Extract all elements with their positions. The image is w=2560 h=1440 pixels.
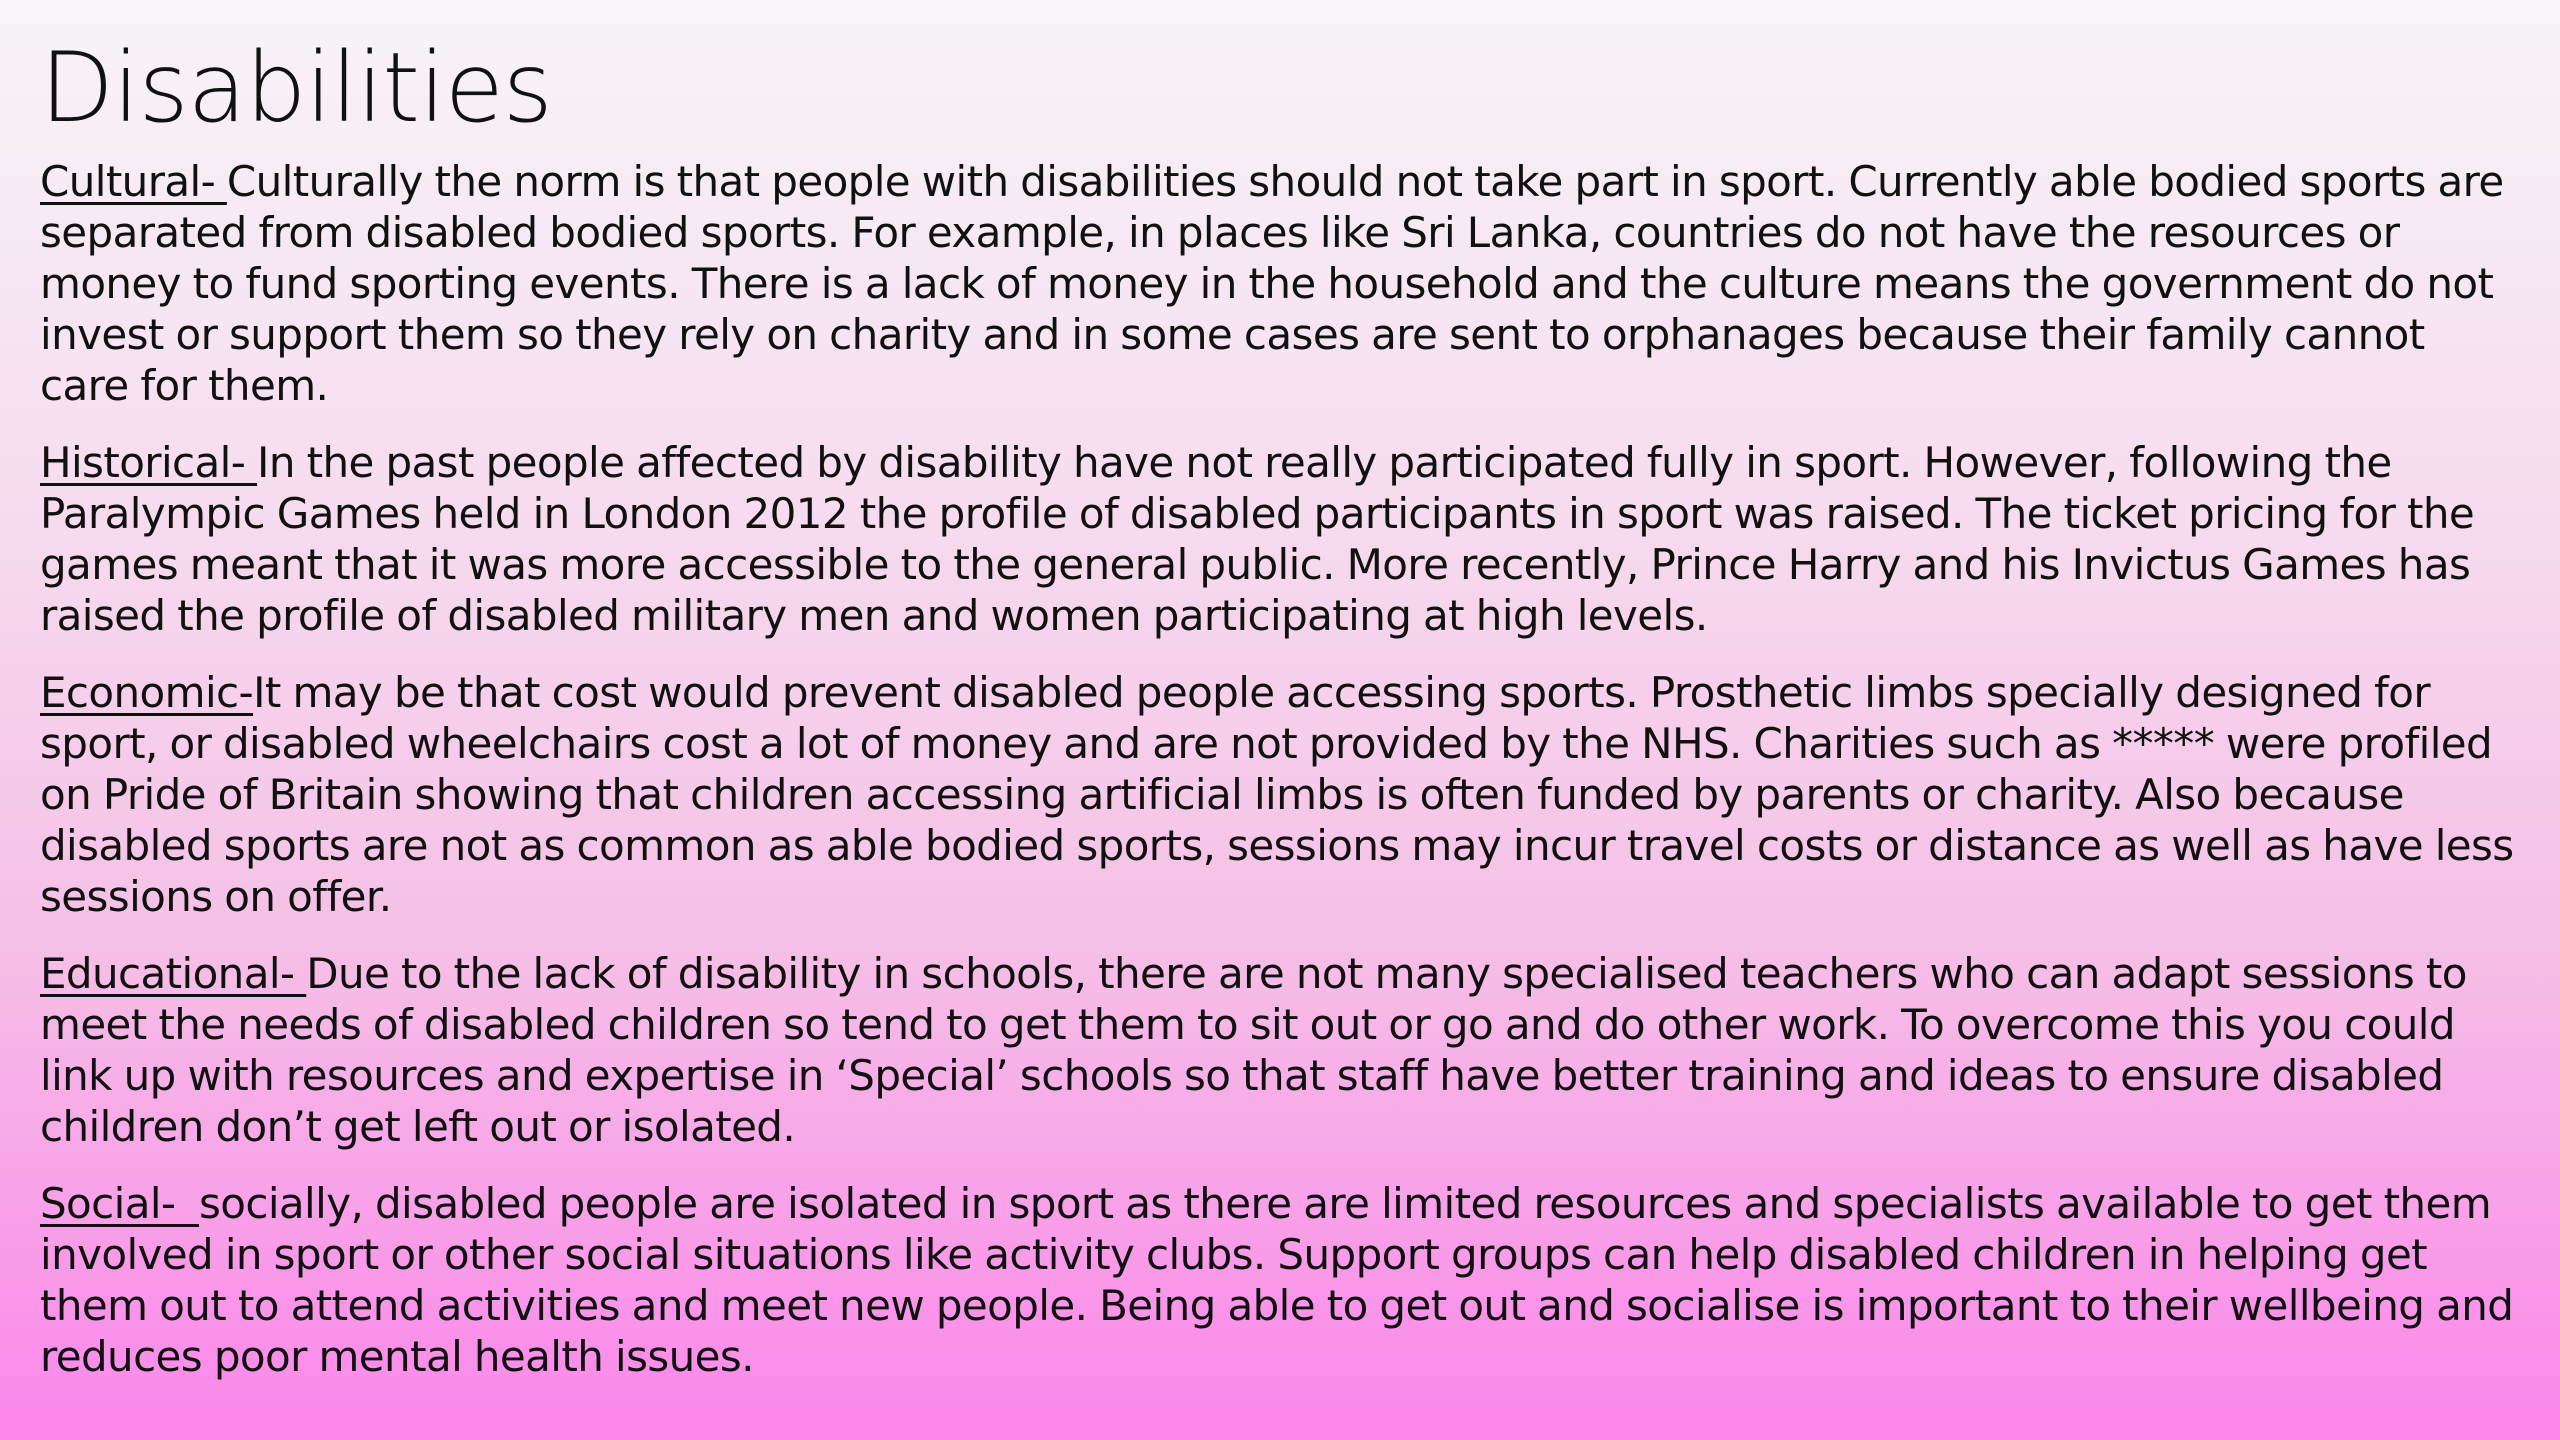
section-label-economic: Economic- bbox=[40, 668, 254, 717]
section-text-social: socially, disabled people are isolated in sport as there are limited resources and specialists available to get them involved in sport or other social situations like activity clubs. Support groups can help disabled children in helping get them out to attend activities and meet new people. Being able to get out and socialise is important to their wellbeing and reduces poor mental health issues. bbox=[40, 1179, 2514, 1381]
section-social bbox=[40, 1178, 2520, 1382]
section-label-cultural: Cultural- bbox=[40, 157, 227, 206]
section-text-educational: Due to the lack of disability in schools, there are not many specialised teachers who can adapt sessions to meet the needs of disabled children so tend to get them to sit out or go and do other work. To overcome this you could link up with resources and expertise in ‘Special’ schools so that staff have better training and ideas to ensure disabled children don’t get left out or isolated. bbox=[40, 949, 2467, 1151]
section-educational bbox=[40, 948, 2520, 1152]
slide bbox=[40, 30, 2520, 1408]
section-label-educational: Educational- bbox=[40, 949, 307, 998]
section-economic bbox=[40, 667, 2520, 922]
section-text-cultural: Culturally the norm is that people with disabilities should not take part in sport. Currently able bodied sports are separated from disabled bodied sports. For example, in places like Sri Lanka, countries do not have the resources or money to fund sporting events. There is a lack of money in the household and the culture means the government do not invest or support them so they rely on charity and in some cases are sent to orphanages because their family cannot care for them. bbox=[40, 157, 2504, 410]
slide-title: Disabilities bbox=[40, 32, 552, 144]
section-text-economic: It may be that cost would prevent disabled people accessing sports. Prosthetic limbs specially designed for sport, or disabled wheelchairs cost a lot of money and are not provided by the NHS. Charities such as ***** were profiled on Pride of Britain showing that children accessing artificial limbs is often funded by parents or charity. Also because disabled sports are not as common as able bodied sports, sessions may incur travel costs or distance as well as have less sessions on offer. bbox=[40, 668, 2514, 921]
section-label-historical: Historical- bbox=[40, 438, 258, 487]
section-cultural bbox=[40, 156, 2520, 411]
section-text-historical: In the past people affected by disability have not really participated fully in sport. However, following the Paralympic Games held in London 2012 the profile of disabled participants in sport was raised. The ticket pricing for the games meant that it was more accessible to the general public. More recently, Prince Harry and his Invictus Games has raised the profile of disabled military men and women participating at high levels. bbox=[40, 438, 2475, 640]
section-label-social: Social- bbox=[40, 1179, 199, 1228]
section-historical bbox=[40, 437, 2520, 641]
